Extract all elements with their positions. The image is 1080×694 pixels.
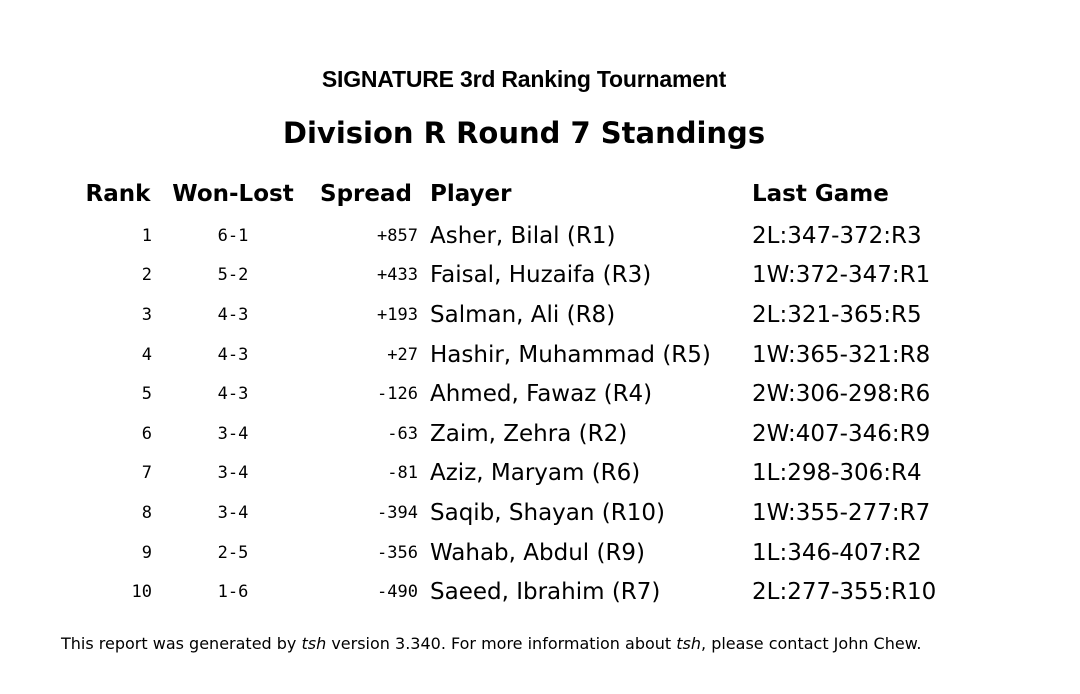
rank-cell: 1 [141,225,152,246]
won-lost-cell: 3-4 [217,463,249,484]
spread-cell: -490 [377,582,418,603]
last-game-cell: 2W:306-298:R6 [752,381,931,408]
header-row [78,172,942,216]
last-game-cell: 1L:346-407:R2 [752,539,922,566]
rank-cell: 3 [141,304,152,325]
rank-cell: 8 [141,502,152,523]
spread-cell: +433 [377,265,418,286]
player-cell: Hashir, Muhammad (R5) [430,341,711,368]
won-lost-cell: 4-3 [217,344,249,365]
table-row [78,533,942,573]
spread-cell: -63 [387,423,418,444]
won-lost-cell: 1-6 [217,582,249,603]
rank-cell: 9 [141,542,152,563]
player-cell: Zaim, Zehra (R2) [430,420,628,447]
spread-cell: +193 [377,304,418,325]
last-game-cell: 2L:321-365:R5 [752,301,922,328]
standings-table [78,172,942,612]
last-game-cell: 2L:347-372:R3 [752,222,922,249]
header-player: Player [430,181,512,207]
table-row [78,374,942,414]
spread-cell: +857 [377,225,418,246]
player-cell: Aziz, Maryam (R6) [430,460,641,487]
footer-tsh-2: tsh [676,634,702,653]
report-footer [61,634,921,653]
rank-cell: 6 [141,423,152,444]
rank-cell: 10 [131,582,152,603]
last-game-cell: 1W:355-277:R7 [752,499,931,526]
footer-text-2: version 3.340. For more information about [326,634,677,653]
last-game-cell: 1L:298-306:R4 [752,460,922,487]
won-lost-cell: 3-4 [217,423,249,444]
last-game-cell: 2W:407-346:R9 [752,420,931,447]
player-cell: Saeed, Ibrahim (R7) [430,579,661,606]
rank-cell: 2 [141,265,152,286]
table-row [78,454,942,494]
table-row [78,216,942,256]
header-last-game: Last Game [752,181,889,207]
spread-cell: +27 [387,344,418,365]
won-lost-cell: 3-4 [217,502,249,523]
last-game-cell: 1W:365-321:R8 [752,341,931,368]
rank-cell: 7 [141,463,152,484]
last-game-cell: 2L:277-355:R10 [752,579,937,606]
table-row [78,572,942,612]
spread-cell: -356 [377,542,418,563]
won-lost-cell: 5-2 [217,265,249,286]
won-lost-cell: 4-3 [217,304,249,325]
footer-tsh-1: tsh [301,634,327,653]
table-row [78,493,942,533]
spread-cell: -394 [377,502,418,523]
header-won-lost: Won-Lost [172,181,294,207]
won-lost-cell: 6-1 [217,225,249,246]
table-row [78,295,942,335]
last-game-cell: 1W:372-347:R1 [752,262,931,289]
table-row [78,335,942,375]
player-cell: Ahmed, Fawaz (R4) [430,381,653,408]
player-cell: Faisal, Huzaifa (R3) [430,262,652,289]
spread-cell: -126 [377,384,418,405]
table-row [78,414,942,454]
player-cell: Saqib, Shayan (R10) [430,499,665,526]
table-row [78,256,942,296]
footer-text-1: This report was generated by [61,634,302,653]
tournament-title: SIGNATURE 3rd Ranking Tournament [321,66,727,92]
division-title: Division R Round 7 Standings [282,116,766,150]
won-lost-cell: 2-5 [217,542,249,563]
player-cell: Asher, Bilal (R1) [430,222,616,249]
spread-cell: -81 [387,463,418,484]
header-spread: Spread [320,181,412,207]
header-rank: Rank [85,181,151,207]
player-cell: Salman, Ali (R8) [430,301,616,328]
player-cell: Wahab, Abdul (R9) [430,539,646,566]
rank-cell: 4 [141,344,152,365]
won-lost-cell: 4-3 [217,384,249,405]
footer-text-3: , please contact John Chew. [701,634,922,653]
rank-cell: 5 [141,384,152,405]
